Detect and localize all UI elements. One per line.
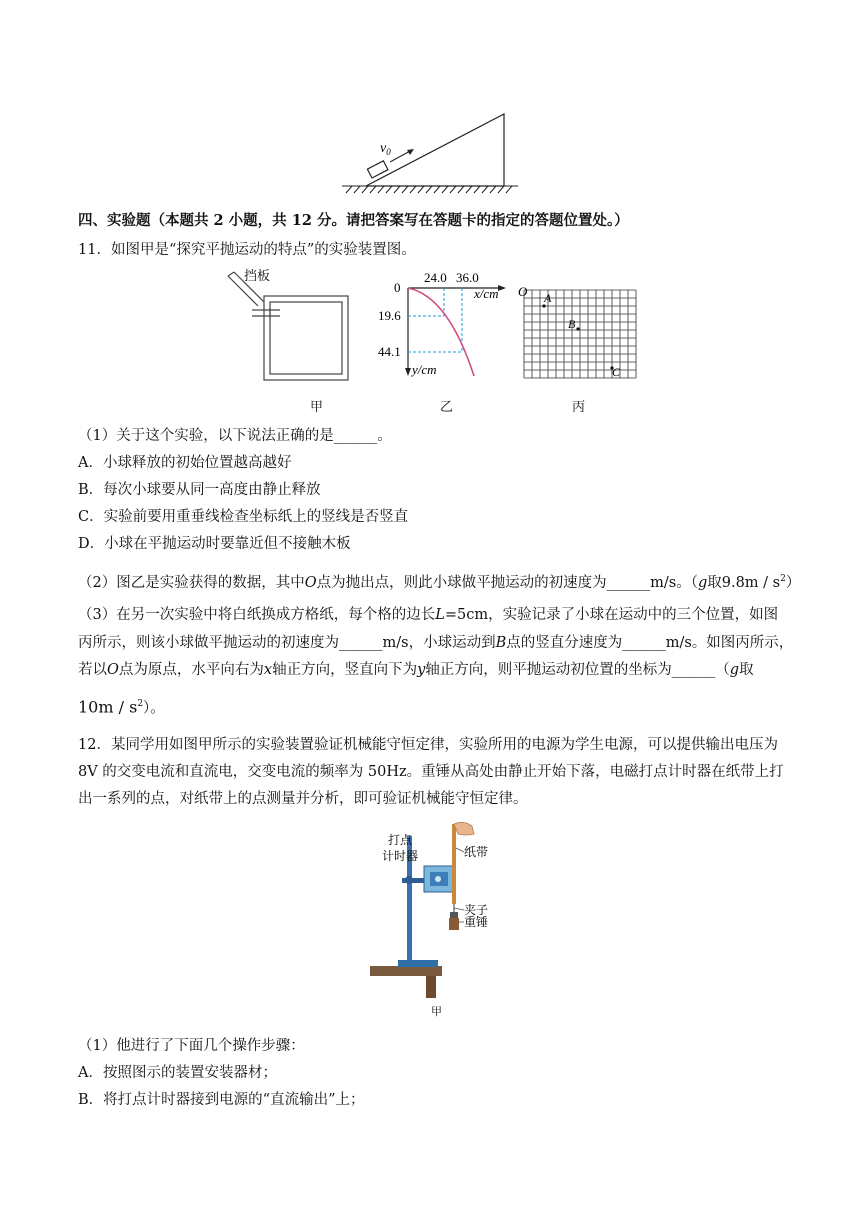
table-leg <box>426 976 436 998</box>
grid-origin-label: O <box>518 284 528 299</box>
fig-jia-apparatus <box>222 264 358 384</box>
q11-p3-L: L <box>435 607 445 623</box>
q11-p2-exp: 2 <box>780 574 786 584</box>
q11-p2-text-a: （2）图乙是实验获得的数据，其中 <box>78 574 305 591</box>
table-top <box>370 966 442 976</box>
q12-step-b: B．将打点计时器接到电源的“直流输出”上； <box>78 1092 365 1108</box>
q11-p3-O: O <box>107 662 119 678</box>
q12-figure-caption: 甲 <box>431 1005 442 1018</box>
q12-p1-question: （1）他进行了下面几个操作步骤： <box>78 1038 305 1054</box>
q12-stem-line2: 8V 的交变电流和直流电，交变电流的频率为 50Hz。重锤从高处由静止开始下落，电磁打点计时器在纸带上打 <box>78 764 784 780</box>
clip <box>450 912 458 918</box>
heavy-weight <box>449 918 459 930</box>
incline-figure <box>336 108 526 196</box>
q11-p2-g-value: 9.8m / s <box>721 574 781 591</box>
q11-p1-question: （1）关于这个实验，以下说法正确的是______。 <box>78 428 392 444</box>
q12-apparatus-figure <box>368 822 498 1002</box>
q11-p3-B: B <box>495 635 507 651</box>
stand-base <box>398 960 438 967</box>
q11-option-d: D．小球在平抛运动时要靠近但不接触木板 <box>78 536 351 552</box>
q11-p3-line4-close: ）。 <box>143 700 165 717</box>
origin-label: 0 <box>394 280 401 295</box>
velocity-arrow <box>390 149 414 162</box>
x-axis-label: x/cm <box>474 286 499 301</box>
point-b-label: B <box>568 317 576 331</box>
y-axis-label: y/cm <box>412 362 437 377</box>
point-b <box>576 327 579 330</box>
q11-p2-g: g <box>697 574 708 591</box>
timer-label-2: 计时器 <box>382 849 419 863</box>
y-tick-44-1: 44.1 <box>378 344 401 359</box>
q11-p2-o: O <box>304 574 317 591</box>
block <box>367 161 388 178</box>
q11-option-a: A．小球释放的初始位置越高越好 <box>78 455 292 471</box>
q11-p2-text-c: 取 <box>707 574 722 591</box>
v0-label: $v_0$ <box>380 141 391 157</box>
q12-stem-line3: 出一系列的点，对纸带上的点测量并分析，即可验证机械能守恒定律。 <box>78 791 528 807</box>
paper-tape <box>452 824 456 904</box>
q11-option-b: B．每次小球要从同一高度由静止释放 <box>78 482 321 498</box>
q11-p3-line3-b: 点为原点，水平向右为 <box>118 662 264 678</box>
fig-yi-trajectory <box>378 266 516 386</box>
q11-stem: 11．如图甲是“探究平抛运动的特点”的实验装置图。 <box>78 242 416 258</box>
q11-p3-line4-value: 10m / s <box>78 697 138 717</box>
q11-p2 <box>78 569 800 593</box>
fig-jia-caption: 甲 <box>310 400 324 415</box>
q11-p3-line3-e: 取 <box>739 662 754 678</box>
q11-p3-g: g <box>729 662 740 678</box>
fig-bing-grid <box>516 282 638 384</box>
q11-p3-line2-a: 丙所示，则该小球做平抛运动的初速度为______m/s，小球运动到 <box>78 635 496 651</box>
y-tick-19-6: 19.6 <box>378 308 401 323</box>
q12-step-a: A．按照图示的装置安装器材； <box>78 1065 277 1081</box>
q11-p2-text-b: 点为抛出点，则此小球做平抛运动的初速度为______m/s。（ <box>316 574 698 591</box>
point-a-label: A <box>544 291 552 305</box>
weight-label: 重锤 <box>464 915 489 929</box>
tape-label: 纸带 <box>464 845 489 859</box>
q11-p3-line2-b: 点的竖直分速度为______m/s。如图丙所示， <box>506 635 794 651</box>
q11-p3-line3-c: 轴正方向，竖直向下为 <box>272 662 418 678</box>
q11-p3-line4-exp: 2 <box>137 699 144 709</box>
point-c-label: C <box>612 365 621 379</box>
fig-yi-caption: 乙 <box>440 400 454 415</box>
q11-p3-line4 <box>78 694 165 718</box>
q11-p2-close: ） <box>785 574 801 591</box>
q11-p3-x: x <box>263 662 273 678</box>
q11-p3-line3-d: 轴正方向，则平抛运动初位置的坐标为______（ <box>425 662 730 678</box>
hand <box>454 822 474 835</box>
q12-stem-line1: 12．某同学用如图甲所示的实验装置验证机械能守恒定律，实验所用的电源为学生电源，可以提供输出电压为 <box>78 737 778 753</box>
x-tick-24: 24.0 <box>424 270 447 285</box>
q11-p3-line1 <box>78 605 778 625</box>
fig-bing-caption: 丙 <box>572 400 586 415</box>
q11-p3-line2 <box>78 633 793 653</box>
clip-label: 夹子 <box>464 903 489 917</box>
q11-option-c: C．实验前要用重垂线检查坐标纸上的竖线是否竖直 <box>78 509 409 525</box>
ground-hatching <box>342 186 518 193</box>
q11-p3-y: y <box>417 662 426 678</box>
q11-p3-line1-b: =5cm，实验记录了小球在运动中的三个位置，如图 <box>444 607 779 623</box>
timer-label-1: 打点 <box>388 833 413 847</box>
q11-p3-line3-a: 若以 <box>78 662 107 678</box>
q11-p3-line1-a: （3）在另一次实验中将白纸换成方格纸，每个格的边长 <box>78 607 436 623</box>
q11-p3-line3 <box>78 660 754 680</box>
section-heading: 四、实验题（本题共 2 小题，共 12 分。请把答案写在答题卡的指定的答题位置处。） <box>78 212 629 229</box>
x-tick-36: 36.0 <box>456 270 479 285</box>
baffle-label: 挡板 <box>244 268 271 283</box>
